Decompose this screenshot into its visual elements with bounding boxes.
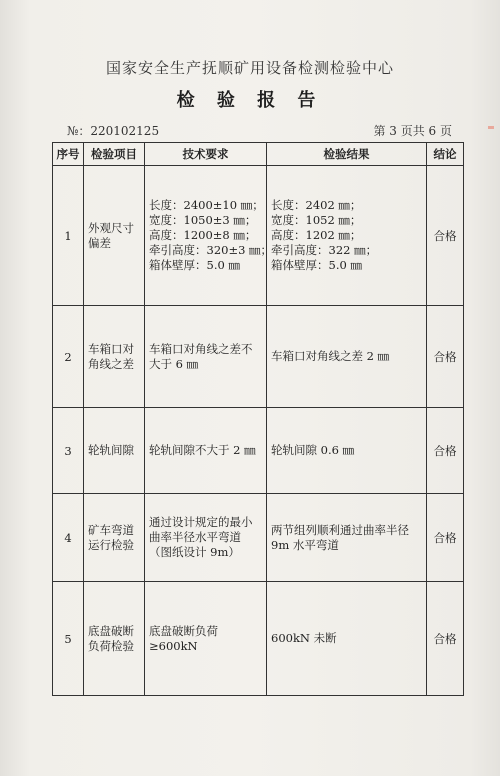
report-number-label: №： — [67, 124, 91, 138]
row-item: 车箱口对角线之差 — [84, 306, 145, 408]
result-line: 箱体壁厚：5.0 ㎜ — [271, 258, 362, 272]
row-result — [267, 166, 427, 306]
row-conclusion: 合格 — [427, 494, 464, 582]
page-number: 第 3 页共 6 页 — [373, 124, 452, 138]
row-no: 4 — [53, 494, 84, 582]
row-no: 5 — [53, 582, 84, 696]
row-item: 底盘破断负荷检验 — [84, 582, 145, 696]
requirement-line: 高度：1200±8 ㎜； — [149, 228, 257, 242]
row-requirement: 轮轨间隙不大于 2 ㎜ — [145, 408, 267, 494]
table-row — [53, 494, 464, 582]
row-result: 两节组列顺利通过曲率半径 9m 水平弯道 — [267, 494, 427, 582]
row-requirement: 底盘破断负荷≥600kN — [145, 582, 267, 696]
table-row — [53, 582, 464, 696]
row-requirement: 车箱口对角线之差不大于 6 ㎜ — [145, 306, 267, 408]
requirement-line: 长度：2400±10 ㎜； — [149, 198, 264, 212]
report-number — [67, 122, 159, 139]
row-no: 2 — [53, 306, 84, 408]
table-row — [53, 166, 464, 306]
row-item: 轮轨间隙 — [84, 408, 145, 494]
result-line: 长度：2402 ㎜； — [271, 198, 362, 212]
col-header-requirement: 技术要求 — [145, 143, 267, 166]
report-number-value: 220102125 — [90, 124, 160, 138]
table-header-row — [53, 143, 464, 166]
organization-name: 国家安全生产抚顺矿用设备检测检验中心 — [105, 59, 394, 77]
inspection-table — [52, 142, 464, 696]
row-result: 车箱口对角线之差 2 ㎜ — [267, 306, 427, 408]
adjacent-page-edge — [484, 120, 500, 240]
result-line: 牵引高度：322 ㎜； — [271, 243, 378, 257]
table-row — [53, 408, 464, 494]
row-conclusion: 合格 — [427, 582, 464, 696]
row-item: 矿车弯道运行检验 — [84, 494, 145, 582]
col-header-item: 检验项目 — [84, 143, 145, 166]
result-line: 宽度：1052 ㎜； — [271, 213, 362, 227]
row-result: 600kN 未断 — [267, 582, 427, 696]
row-no: 3 — [53, 408, 84, 494]
table-row — [53, 306, 464, 408]
row-conclusion: 合格 — [427, 166, 464, 306]
row-requirement: 通过设计规定的最小曲率半径水平弯道（图纸设计 9m） — [145, 494, 267, 582]
col-header-conclusion: 结论 — [427, 143, 464, 166]
report-title: 检 验 报 告 — [176, 90, 324, 111]
row-result: 轮轨间隙 0.6 ㎜ — [267, 408, 427, 494]
result-line: 高度：1202 ㎜； — [271, 228, 362, 242]
row-requirement — [145, 166, 273, 306]
col-header-result: 检验结果 — [267, 143, 427, 166]
row-item: 外观尺寸偏差 — [84, 166, 145, 306]
requirement-line: 牵引高度：320±3 ㎜； — [149, 243, 273, 257]
row-conclusion: 合格 — [427, 408, 464, 494]
col-header-no: 序号 — [53, 143, 84, 166]
requirement-line: 宽度：1050±3 ㎜； — [149, 213, 257, 227]
row-conclusion: 合格 — [427, 306, 464, 408]
row-no: 1 — [53, 166, 84, 306]
requirement-line: 箱体壁厚：5.0 ㎜ — [149, 258, 240, 272]
